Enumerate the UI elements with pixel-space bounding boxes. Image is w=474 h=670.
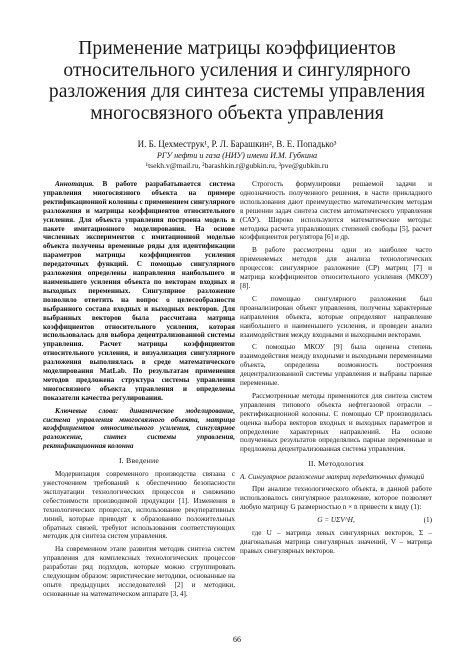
keywords bbox=[43, 407, 235, 452]
page-number: 66 bbox=[233, 635, 241, 644]
keywords-lead: Ключевые слова: bbox=[55, 406, 119, 415]
equation bbox=[240, 516, 432, 525]
abstract bbox=[43, 180, 235, 403]
paragraph: С помощью МКОУ [9] была оценена степень взаимодействия между входными и выходными переменными объекта, определена возможность построения децентрализованной системы управления и выбраны парные переменные. bbox=[240, 343, 432, 388]
abstract-text: В работе разрабатывается система управления многосвязного объекта на примере ректификационной колонны с применением сингулярного разложения и матрицы коэффициентов относительного усиления. Для объекта управления построена модель в пакете имитационного моделирования. На основе численных экспериментов с имитационной моделью объекта получены временные ряды для идентификации параметров матрицы коэффициентов усиления передаточных функций. С помощью сингулярного разложения определены направления наибольшего и наименьшего усиления объекта по векторам входных и выходных переменных. Сингулярное разложение позволило ответить на вопрос о целесообразности выбранного состава входных и выходных векторов. Для выбранных векторов была рассчитана матрица коэффициентов относительного усиления, которая использовалась для выбора децентрализованной системы управления. Расчет матрицы коэффициентов относительного усиления, и визуализация сингулярного разложения выполнялась в среде математического моделирования MatLab. По результатам применения методов предложена структура системы управления многосвязного объекта управления и определены показатели качества регулирования. bbox=[43, 180, 235, 402]
abstract-lead: Аннотация. bbox=[55, 180, 95, 188]
paragraph: На современном этапе развития методик синтеза систем управления для комплексных технологических процессов разработан ряд подходов, которые можно сгруппировать следующим образом: эвристические методики, основанные на опыте предыдущих исследователей [2] и методики, основанные на математическом аппарате [3, 4]. bbox=[43, 545, 235, 598]
paragraph: С помощью сингулярного разложения был проанализирован объект управления, получены характерные направления объекта, которые определяют направление наибольшего и наименьшего усиления, и проведен анализ взаимодействия между входными и выходными векторами. bbox=[240, 294, 432, 339]
paragraph: В работе рассмотрены одни из наиболее часто применяемых методов для анализа технологических процессов: сингулярное разложение (СР) матриц [7] и матрица коэффициентов относительного усиления (МКОУ) [8]. bbox=[240, 246, 432, 290]
keywords-text: динамическое моделирование, система управления многосвязного объекта, матрица коэффициентов относительного усиления, сингулярное разложение, синтез системы управления, ректификационная колонна bbox=[43, 406, 235, 451]
paragraph: Строгость формулировки решаемой задачи и однозначность полученного решения, в части прикладного использования дают преимущество математическим методам в решении задач синтеза систем автоматического управления (САУ). Широко используются математические методы: методика расчета управляющих степеней свободы [5], расчет коэффициентов регулятора [6] и др. bbox=[240, 180, 432, 242]
equation-body: G = UΣV^H, bbox=[317, 515, 355, 524]
paragraph: Рассмотренные методы применяются для синтеза систем управления типового объекта нефтегазовой отрасли – ректификационной колонны. С помощью СР производилась оценка выбора векторов входных и выходных параметров и определение характерных направлений. На основе полученных результатов определялись парные переменные и предложена децентрализованная система управления. bbox=[240, 391, 432, 454]
paragraph: При анализе технологического объекта, в данной работе использовалось сингулярное разложение, которое позволяет любую матрицу G размерностью n × n привести к виду (1): bbox=[240, 485, 432, 511]
paragraph: Модернизация современного производства связана с ужесточением требований к обеспечению безопасности эксплуатации технологических процессов и снижению себестоимости производимой продукции [1]. Изменения в технологических процессах, использование рекуперативных линий, которые приводят к образованию положительных обратных связей, требуют использования соответствующих методик для синтеза систем управления. bbox=[43, 470, 235, 541]
affiliation: РГУ нефти и газа (НИУ) имени И.М. Губкина bbox=[156, 151, 318, 160]
section-heading-methodology: II. Методология bbox=[308, 459, 364, 469]
equation-number: (1) bbox=[423, 515, 432, 524]
section-heading-introduction: I. Введение bbox=[118, 456, 160, 466]
paper-title: Применение матрицы коэффициентов относительного усиления и сингулярного разложения для синтеза системы управления многосвязного объекта управления bbox=[48, 38, 426, 124]
left-column bbox=[43, 180, 235, 603]
authors: И. Б. Цехместрук¹, Р. Л. Барашкин², В. Е. Попадько³ bbox=[137, 139, 337, 149]
right-column bbox=[240, 180, 432, 559]
paragraph: где U – матрица левых сингулярных векторов, Σ – диагональная матрица сингулярных значений, V – матрица правых сингулярных векторов. bbox=[240, 528, 432, 555]
subsection-heading: A. Сингулярное разложение матриц передаточных функций bbox=[240, 473, 425, 482]
author-emails: ¹tsekh.v@mail.ru, ²barashkin.r@gubkin.ru, ³pve@gubkin.ru bbox=[145, 161, 329, 170]
